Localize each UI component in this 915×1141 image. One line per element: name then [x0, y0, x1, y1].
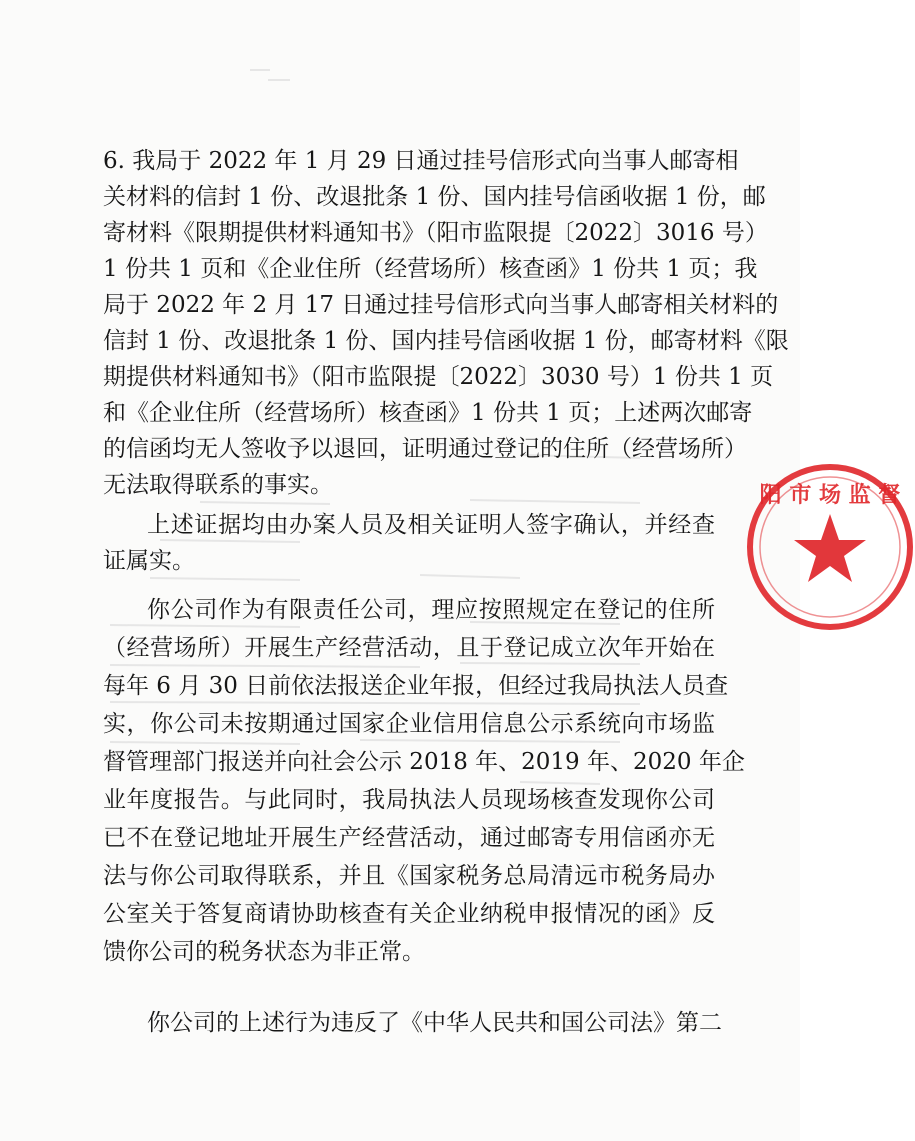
body-line-4: 1 份共 1 页和《企业住所（经营场所）核查函》1 份共 1 页；我	[103, 256, 758, 282]
body-line-6: 信封 1 份、改退批条 1 份、国内挂号信函收据 1 份，邮寄材料《限	[103, 328, 789, 354]
body-line-8: 和《企业住所（经营场所）核查函》1 份共 1 页；上述两次邮寄	[103, 400, 753, 426]
body-line-9: 的信函均无人签收予以退回，证明通过登记的住所（经营场所）	[103, 436, 747, 462]
body-line-18: 业年度报告。与此同时，我局执法人员现场核查发现你公司	[103, 787, 715, 813]
body-line-16: 实，你公司未按期通过国家企业信用信息公示系统向市场监	[103, 711, 715, 737]
svg-text:阳 市 场 监 督: 阳 市 场 监 督	[759, 483, 901, 508]
body-line-17: 督管理部门报送并向社会公示 2018 年、2019 年、2020 年企	[103, 749, 745, 775]
body-line-21: 公室关于答复商请协助核查有关企业纳税申报情况的函》反	[103, 901, 715, 927]
body-line-20: 法与你公司取得联系，并且《国家税务总局清远市税务局办	[103, 863, 715, 889]
body-line-2: 关材料的信封 1 份、改退批条 1 份、国内挂号信函收据 1 份，邮	[103, 184, 766, 210]
seal-star-icon	[794, 514, 866, 582]
body-line-10: 无法取得联系的事实。	[103, 472, 333, 498]
body-line-1: 6. 我局于 2022 年 1 月 29 日通过挂号信形式向当事人邮寄相	[103, 148, 739, 174]
body-line-11: 上述证据均由办案人员及相关证明人签字确认，并经查	[147, 512, 715, 538]
body-line-22: 馈你公司的税务状态为非正常。	[103, 939, 425, 965]
body-line-19: 已不在登记地址开展生产经营活动，通过邮寄专用信函亦无	[103, 825, 715, 851]
body-line-12: 证属实。	[103, 548, 195, 574]
body-line-5: 局于 2022 年 2 月 17 日通过挂号信形式向当事人邮寄相关材料的	[103, 292, 779, 318]
official-seal	[745, 462, 915, 632]
body-line-7: 期提供材料通知书》（阳市监限提〔2022〕3030 号）1 份共 1 页	[103, 364, 774, 390]
body-line-23: 你公司的上述行为违反了《中华人民共和国公司法》第二	[147, 1010, 722, 1036]
body-line-13: 你公司作为有限责任公司，理应按照规定在登记的住所	[147, 597, 715, 623]
body-line-14: （经营场所）开展生产经营活动，且于登记成立次年开始在	[103, 635, 715, 661]
body-line-3: 寄材料《限期提供材料通知书》（阳市监限提〔2022〕3016 号）	[103, 220, 768, 246]
body-line-15: 每年 6 月 30 日前依法报送企业年报，但经过我局执法人员查	[103, 673, 729, 699]
